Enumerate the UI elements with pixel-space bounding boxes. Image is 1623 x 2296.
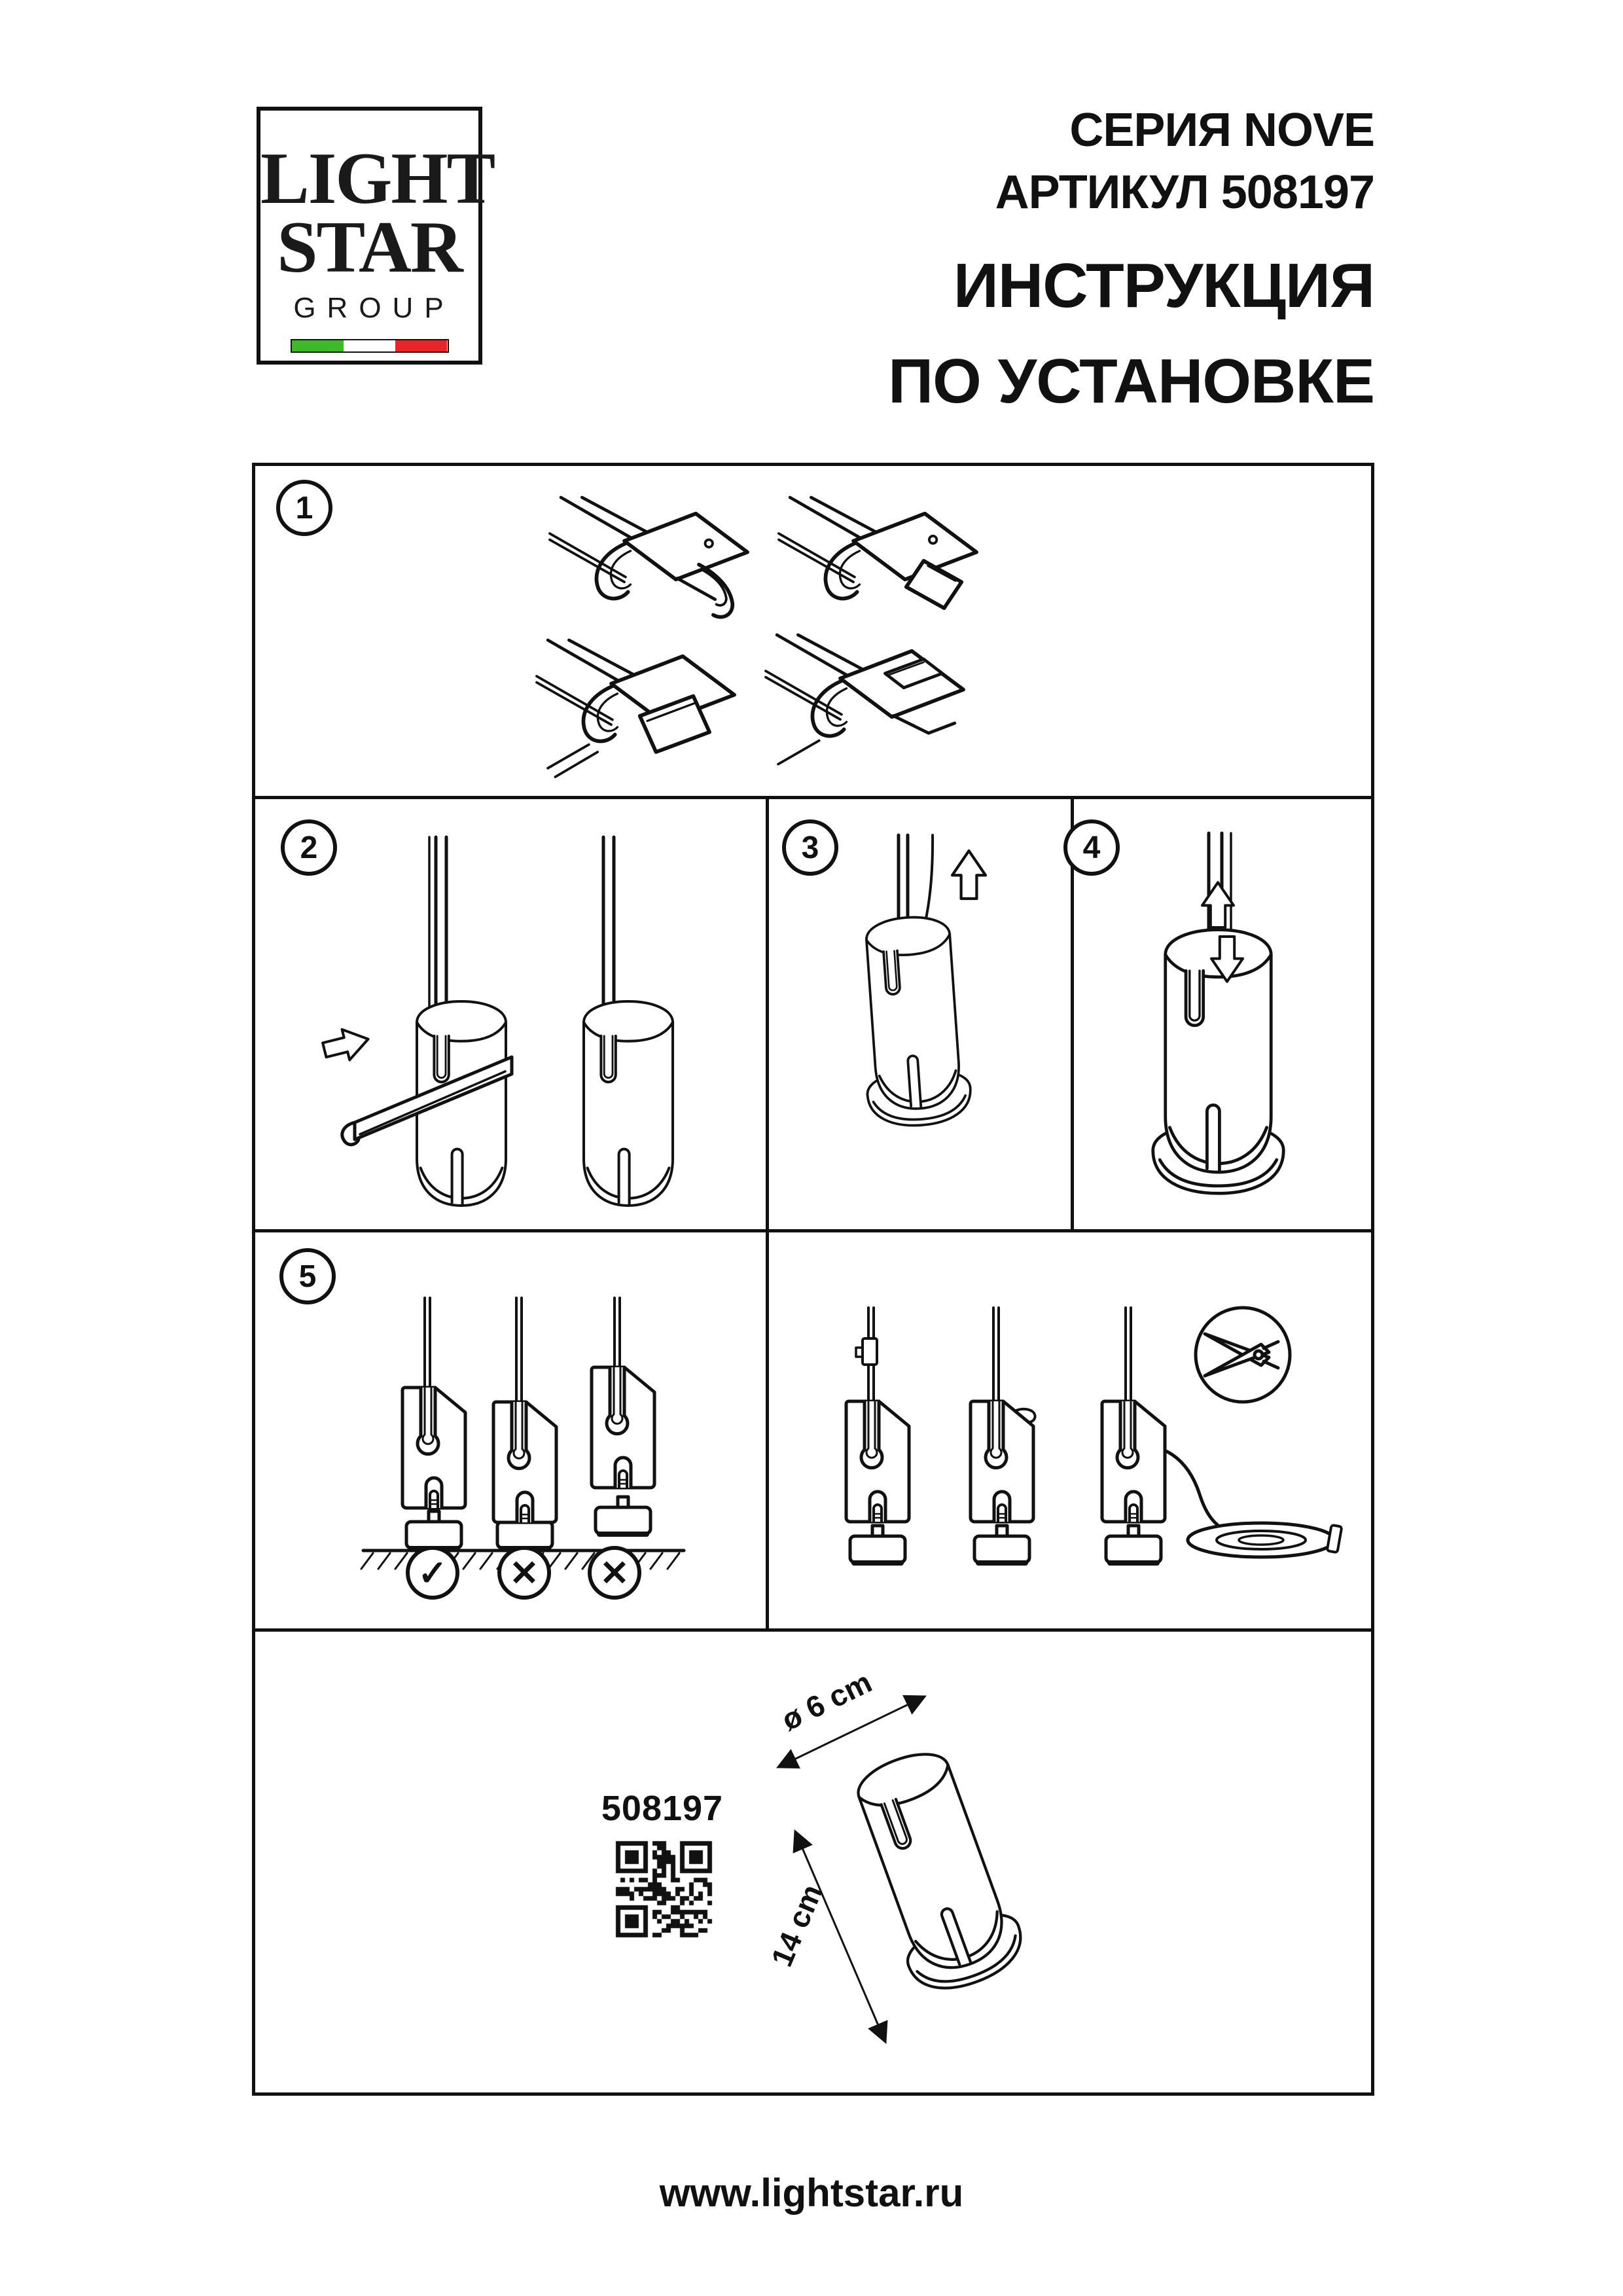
title-line-2: ПО УСТАНОВКЕ (888, 346, 1374, 416)
logo-word-star: STAR (277, 207, 462, 289)
panel-4-adjust-height-drawing (1074, 799, 1372, 1228)
panel-2-insert-clip-drawing (255, 799, 764, 1228)
panel-3-pull-cable-drawing (769, 799, 1070, 1228)
logo-word-group: GROUP (293, 291, 455, 324)
italian-flag-bar (291, 339, 449, 353)
product-article-number: 508197 (601, 1789, 724, 1828)
cross-mark-badge-1 (497, 1546, 551, 1600)
move-up-arrow-icon (1202, 882, 1234, 927)
flag-red (395, 340, 447, 351)
step-3-number: 3 (801, 830, 819, 865)
panel-6-product-dimensions-drawing (255, 1632, 1372, 2093)
panel-1-clip-steps-drawing (255, 466, 1368, 793)
flag-green (292, 340, 344, 351)
step-5-number: 5 (298, 1259, 317, 1294)
diameter-label: ø 6 cm (776, 1664, 877, 1737)
check-icon: ✓ (418, 1553, 448, 1593)
cable-coil (1188, 1523, 1342, 1557)
cross-mark-badge-2 (588, 1546, 641, 1600)
cross-icon: ✕ (599, 1553, 630, 1593)
step-4-number: 4 (1082, 830, 1101, 865)
step-1-number: 1 (295, 490, 313, 526)
panel-5-cut-cable-drawing (769, 1232, 1372, 1628)
pull-up-arrow-icon (952, 851, 986, 899)
lightstar-logo (257, 107, 495, 365)
product-drawing (841, 1740, 1031, 2002)
logo-word-light: LIGHT (260, 138, 495, 219)
check-mark-badge (406, 1546, 459, 1600)
title-line-1: ИНСТРУКЦИЯ (953, 251, 1374, 321)
scissors-icon (1196, 1308, 1290, 1402)
height-label: 14 cm (764, 1879, 829, 1971)
qr-code (610, 1835, 717, 1943)
flag-white (344, 340, 395, 351)
document-header (888, 99, 1374, 415)
website-url: www.lightstar.ru (659, 2171, 964, 2215)
series-line: СЕРИЯ NOVE (1069, 104, 1374, 156)
article-line: АРТИКУЛ 508197 (995, 166, 1374, 219)
insert-direction-arrow-icon (321, 1024, 372, 1065)
cross-icon: ✕ (509, 1553, 539, 1593)
step-2-number: 2 (300, 830, 318, 865)
